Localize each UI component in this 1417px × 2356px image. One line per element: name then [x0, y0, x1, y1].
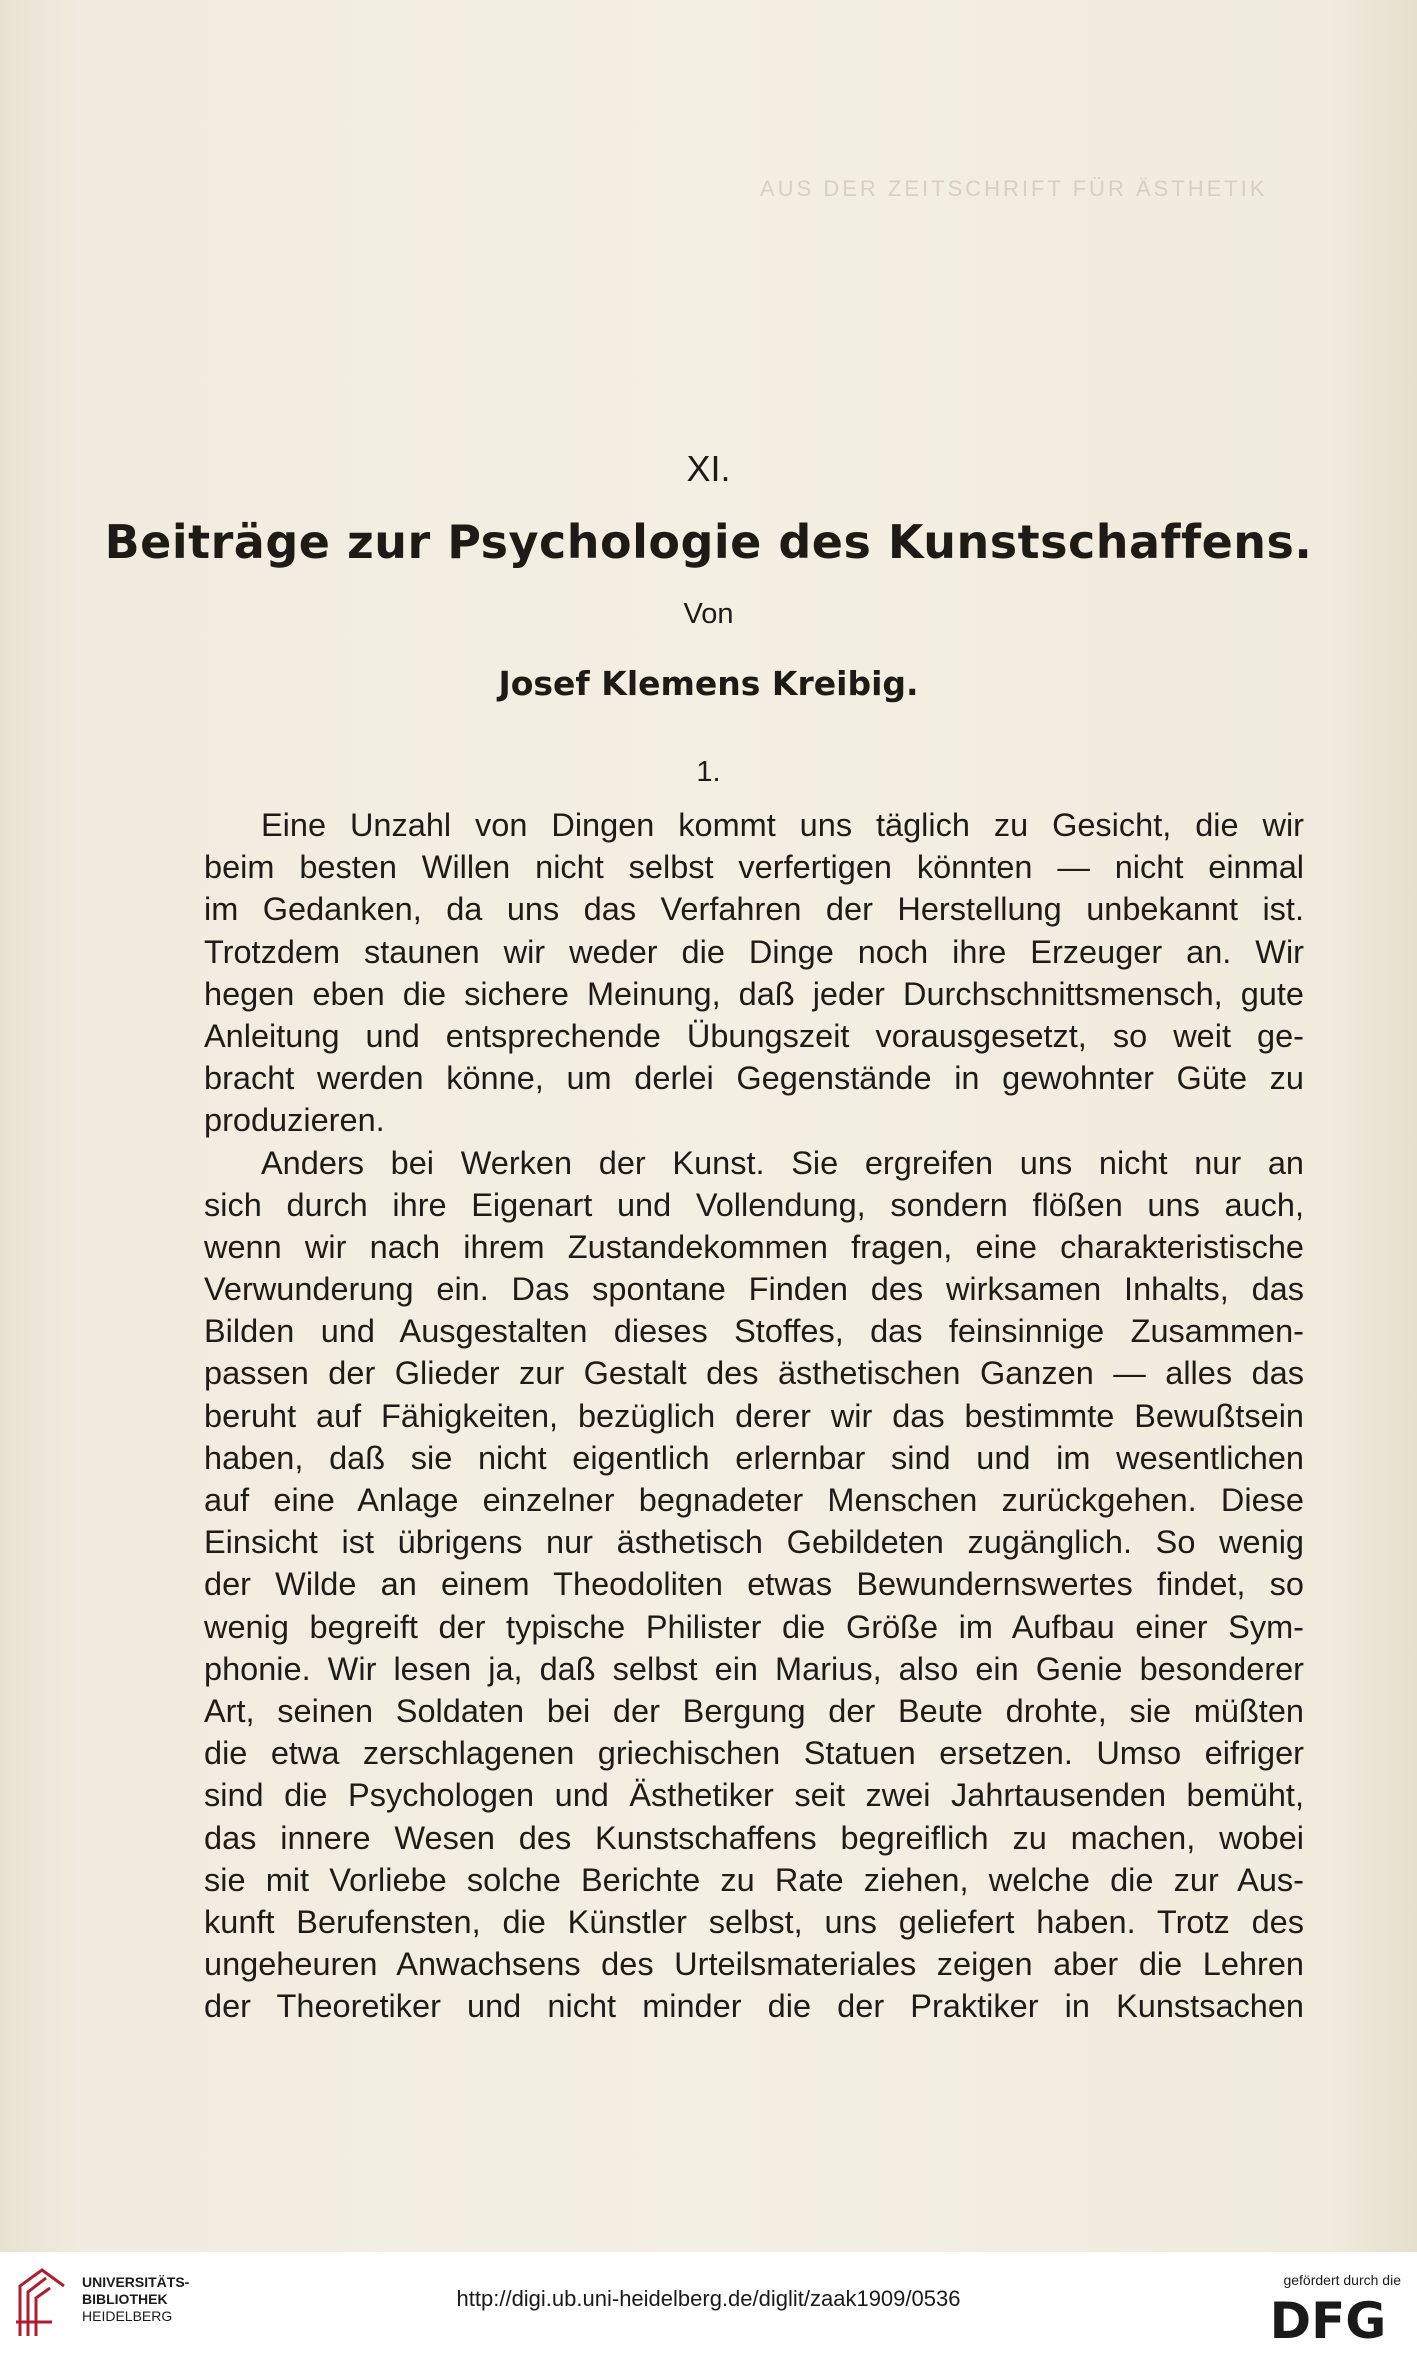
library-name-line: HEIDELBERG	[82, 2308, 173, 2324]
text-line: die etwa zerschlagenen griechischen Statuen ersetzen. Umso eifriger	[204, 1735, 1304, 1772]
text-line: Anders bei Werken der Kunst. Sie ergreifen uns nicht nur an	[261, 1144, 1304, 1181]
text-line: im Gedanken, da uns das Verfahren der Herstellung unbekannt ist.	[204, 891, 1304, 928]
library-name-line: BIBLIOTHEK	[82, 2291, 168, 2307]
text-line: kunft Berufensten, die Künstler selbst, uns geliefert haben. Trotz des	[204, 1903, 1304, 1940]
section-number: 1.	[696, 756, 721, 788]
article-title: Beiträge zur Psychologie des Kunstschaffens.	[104, 515, 1313, 569]
text-line: Anleitung und entsprechende Übungszeit vorausgesetzt, so weit ge-	[204, 1017, 1304, 1054]
text-line: beim besten Willen nicht selbst verfertigen könnten — nicht einmal	[204, 849, 1304, 886]
text-line: Trotzdem staunen wir weder die Dinge noch ihre Erzeuger an. Wir	[204, 933, 1304, 970]
text-line: phonie. Wir lesen ja, daß selbst ein Marius, also ein Genie besonderer	[204, 1650, 1304, 1687]
text-line: Art, seinen Soldaten bei der Bergung der Beute drohte, sie müßten	[204, 1692, 1304, 1729]
text-line: ungeheuren Anwachsens des Urteilsmateriales zeigen aber die Lehren	[204, 1946, 1304, 1983]
dfg-logo-text: DFG	[1269, 2294, 1387, 2342]
text-line: Bilden und Ausgestalten dieses Stoffes, das feinsinnige Zusammen-	[204, 1313, 1304, 1350]
bleed-through-header: AUS DER ZEITSCHRIFT FÜR ÄSTHETIK	[760, 176, 1268, 201]
text-line: Verwunderung ein. Das spontane Finden des wirksamen Inhalts, das	[204, 1271, 1304, 1308]
dfg-logo-icon	[1257, 2294, 1399, 2342]
text-line: das innere Wesen des Kunstschaffens begreiflich zu machen, wobei	[204, 1819, 1304, 1856]
text-line: sind die Psychologen und Ästhetiker seit zwei Jahrtausenden bemüht,	[204, 1777, 1304, 1814]
text-line: sich durch ihre Eigenart und Vollendung, sondern flößen uns auch,	[204, 1186, 1304, 1223]
author-name: Josef Klemens Kreibig.	[498, 664, 919, 703]
funding-caption: gefördert durch die	[1283, 2272, 1401, 2288]
footer-bar	[0, 2252, 1417, 2356]
text-line: Eine Unzahl von Dingen kommt uns täglich zu Gesicht, die wir	[261, 807, 1304, 843]
text-line: wenig begreift der typische Philister die Größe im Aufbau einer Sym-	[204, 1608, 1304, 1645]
text-line: Einsicht ist übrigens nur ästhetisch Gebildeten zugänglich. So wenig	[204, 1524, 1304, 1561]
text-line: sie mit Vorliebe solche Berichte zu Rate ziehen, welche die zur Aus-	[204, 1861, 1304, 1898]
text-line: hegen eben die sichere Meinung, daß jeder Durchschnittsmensch, gute	[204, 975, 1304, 1012]
text-line: auf eine Anlage einzelner begnadeter Menschen zurückgehen. Diese	[204, 1482, 1304, 1518]
byline-von: Von	[683, 598, 734, 630]
text-line: der Wilde an einem Theodoliten etwas Bewundernswertes findet, so	[204, 1566, 1304, 1603]
source-url-link[interactable]: http://digi.ub.uni-heidelberg.de/diglit/zaak1909/0536	[456, 2286, 961, 2311]
text-line: haben, daß sie nicht eigentlich erlernbar sind und im wesentlichen	[204, 1439, 1304, 1476]
text-line: passen der Glieder zur Gestalt des ästhetischen Ganzen — alles das	[204, 1355, 1304, 1392]
chapter-number: XI.	[686, 448, 731, 489]
text-line: produzieren.	[204, 1102, 385, 1139]
text-line: der Theoretiker und nicht minder die der Praktiker in Kunstsachen	[204, 1988, 1304, 2025]
body-text	[204, 804, 1304, 2027]
text-line: bracht werden könne, um derlei Gegenstände in gewohnter Güte zu	[204, 1060, 1304, 1097]
text-line: wenn wir nach ihrem Zustandekommen fragen, eine charakteristische	[204, 1228, 1304, 1265]
text-line: beruht auf Fähigkeiten, bezüglich derer wir das bestimmte Bewußtsein	[204, 1397, 1304, 1434]
library-name-line: UNIVERSITÄTS-	[82, 2274, 190, 2290]
